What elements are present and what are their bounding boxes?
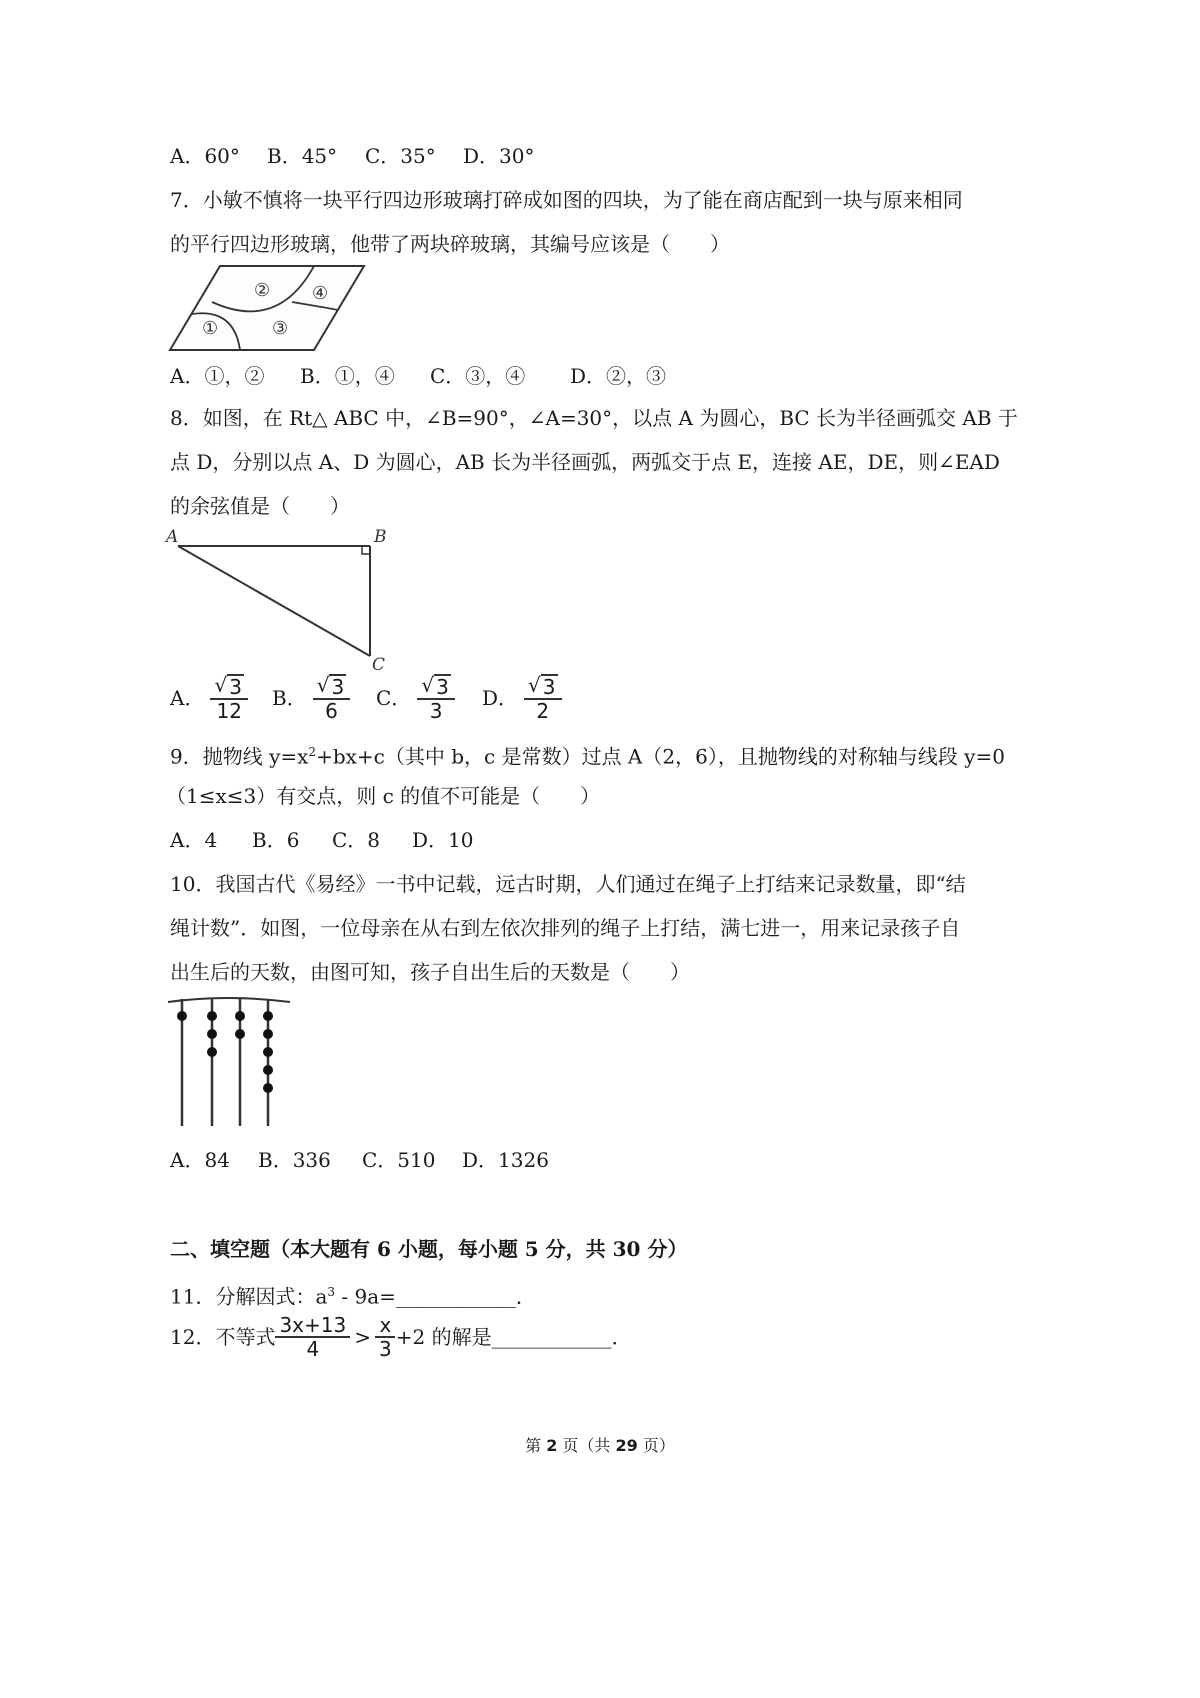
q10-option-c: C．510 xyxy=(362,1148,436,1172)
q10-option-b: B．336 xyxy=(258,1148,331,1172)
q7-line-2: 的平行四边形玻璃，他带了两块碎玻璃，其编号应该是（ ） xyxy=(170,232,730,256)
q7-parallelogram-figure xyxy=(168,262,368,354)
right-angle-mark xyxy=(362,546,370,554)
q8-option-a: A． √ 3 12 xyxy=(170,674,272,722)
q7-option-c: C．③，④ xyxy=(430,364,526,388)
q8-triangle-figure xyxy=(164,524,404,674)
q12-fraction-1: $\frac{3x+13}{4}$ xyxy=(275,1314,350,1360)
q9-options xyxy=(170,826,473,854)
knot xyxy=(263,1065,273,1075)
q7-line-1: 7．小敏不慎将一块平行四边形玻璃打碎成如图的四块，为了能在商店配到一块与原来相同 xyxy=(170,188,963,212)
q10-option-d: D．1326 xyxy=(462,1148,549,1172)
q6-option-d: D．30° xyxy=(463,144,535,168)
knot xyxy=(235,1011,245,1021)
knot xyxy=(207,1029,217,1039)
q9-option-d: D．10 xyxy=(412,828,474,852)
knot xyxy=(207,1047,217,1057)
q10-line-3: 出生后的天数，由图可知，孩子自出生后的天数是（ ） xyxy=(170,960,690,984)
q10-knot-rope-figure xyxy=(166,994,296,1130)
q7-options xyxy=(170,362,666,390)
q10-line-2: 绳计数”．如图，一位母亲在从右到左依次排列的绳子上打结，满七进一，用来记录孩子自 xyxy=(170,916,961,940)
current-page-number: 2 xyxy=(546,1436,558,1455)
q6-option-c: C．35° xyxy=(365,144,436,168)
vertex-label-b: B xyxy=(374,527,387,547)
page-footer: 第 2 页（共 29 页） xyxy=(525,1436,675,1455)
vertex-label-a: A xyxy=(166,527,179,547)
q8-line-2: 点 D，分别以点 A、D 为圆心，AB 长为半径画弧，两弧交于点 E，连接 AE，DE，则∠EAD xyxy=(170,450,1000,474)
knot xyxy=(207,1011,217,1021)
q8-option-d: D． √ 3 2 xyxy=(482,674,562,722)
knot xyxy=(263,1029,273,1039)
q7-option-b: B．①，④ xyxy=(300,364,395,388)
q6-option-b: B．45° xyxy=(267,144,338,168)
total-page-count: 29 xyxy=(615,1436,638,1455)
q9-line-2: （1≤x≤3）有交点，则 c 的值不可能是（ ） xyxy=(166,784,601,808)
knot xyxy=(263,1047,273,1057)
q10-line-1: 10．我国古代《易经》一书中记载，远古时期，人们通过在绳子上打结来记录数量，即“结 xyxy=(170,872,966,896)
q8-option-b: B． √ 3 6 xyxy=(272,674,376,722)
q12-line: 12．不等式 $\frac{3x+13}{4}$ > $\frac{x}{3}$ +2 的解是____________． xyxy=(170,1313,632,1361)
q9-option-a: A．4 xyxy=(170,828,218,852)
piece-label-1: ① xyxy=(202,318,219,339)
q11-line: 11．分解因式：$a^3$ - 9a=____________． xyxy=(170,1284,536,1309)
vertex-label-c: C xyxy=(372,655,386,674)
knot xyxy=(263,1011,273,1021)
knot xyxy=(177,1011,187,1021)
q6-option-a: A．60° xyxy=(170,144,240,168)
q12-fraction-2: $\frac{x}{3}$ xyxy=(375,1314,396,1360)
q10-options xyxy=(170,1146,549,1174)
q7-option-a: A．①，② xyxy=(170,364,265,388)
piece-label-4: ④ xyxy=(312,283,329,304)
q9-line-1: 9．抛物线 $y=x^2+bx+c$（其中 b，c 是常数）过点 A（2，6），且抛物线的对称轴与线段 y=0 xyxy=(170,744,1005,769)
knot xyxy=(263,1083,273,1093)
piece-label-2: ② xyxy=(254,280,271,301)
q10-option-a: A．84 xyxy=(170,1148,230,1172)
top-bar xyxy=(168,998,290,1002)
piece-label-3: ③ xyxy=(272,318,289,339)
side-ac xyxy=(178,546,370,656)
q6-options xyxy=(170,142,534,170)
q9-option-b: B．6 xyxy=(252,828,300,852)
q7-option-d: D．②，③ xyxy=(570,364,667,388)
q8-line-1: 8．如图，在 Rt△ ABC 中，∠B=90°，∠A=30°，以点 A 为圆心，BC 长为半径画弧交 AB 于 xyxy=(170,406,1018,430)
q8-line-3: 的余弦值是（ ） xyxy=(170,494,350,518)
q9-option-c: C．8 xyxy=(332,828,381,852)
parallelogram-outline xyxy=(170,266,364,350)
knot xyxy=(235,1029,245,1039)
section-2-title: 二、填空题（本大题有 6 小题，每小题 5 分，共 30 分） xyxy=(170,1237,688,1261)
q8-options xyxy=(170,674,562,722)
q8-option-c: C． √ 3 3 xyxy=(376,674,482,722)
